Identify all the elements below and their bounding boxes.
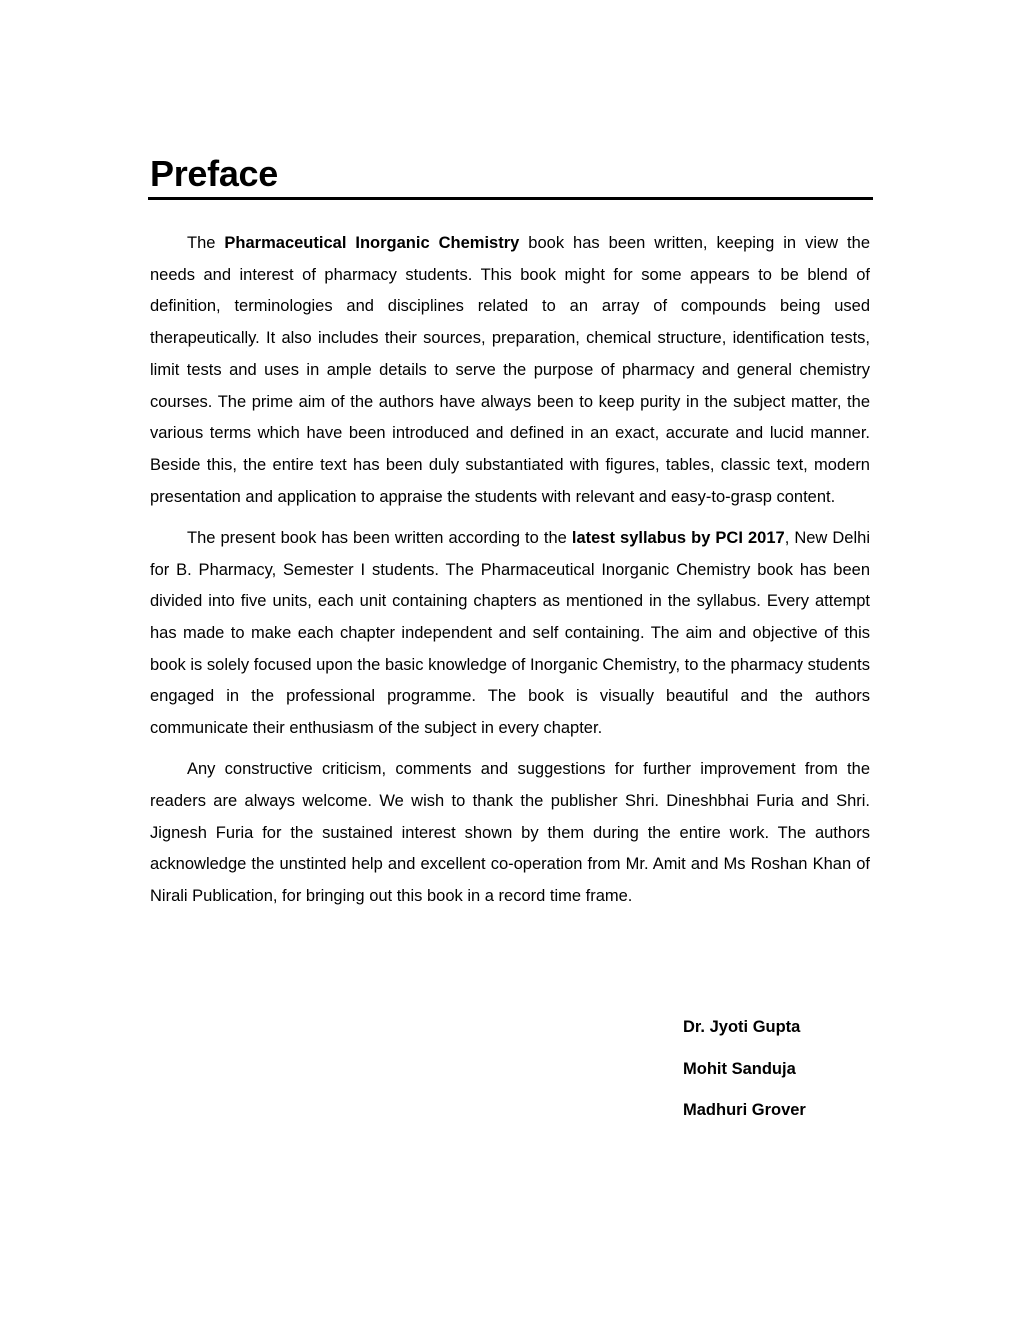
preface-body — [150, 228, 870, 922]
author-name: Dr. Jyoti Gupta — [683, 1018, 801, 1036]
author-name: Mohit Sanduja — [683, 1059, 796, 1078]
title-underline — [148, 197, 873, 200]
paragraph-1-intro: The — [187, 234, 225, 252]
paragraph-3 — [150, 754, 870, 913]
syllabus-emphasis: latest syllabus by PCI 2017 — [571, 528, 785, 547]
paragraph-2 — [150, 523, 870, 745]
author-signatures — [683, 1017, 806, 1142]
page-title: Preface — [150, 153, 278, 194]
author-name: Madhuri Grover — [683, 1101, 806, 1119]
paragraph-1-body: book has been written, keeping in view the needs and interest of pharmacy students. This book might for some appears to be blend of definition, terminologies and disciplines related to an array of compounds being used therapeutically. It also includes their sources, preparation, chemical structure, identification tests, limit tests and uses in ample details to serve the purpose of pharmacy and general chemistry courses. The prime aim of the authors have always been to keep purity in the subject matter, the various terms which have been introduced and defined in an exact, accurate and lucid manner. Beside this, the entire text has been duly substantiated with figures, tables, classic text, modern presentation and application to appraise the students with relevant and easy-to-grasp content. — [150, 234, 870, 506]
book-title-emphasis: Pharmaceutical Inorganic Chemistry — [224, 234, 520, 252]
paragraph-1 — [150, 228, 870, 513]
paragraph-2-body: , New Delhi for B. Pharmacy, Semester I students. The Pharmaceutical Inorganic Chemistry book has been divided into five units, each unit containing chapters as mentioned in the syllabus. Every attempt has made to make each chapter independent and self containing. The aim and objective of this book is solely focused upon the basic knowledge of Inorganic Chemistry, to the pharmacy students engaged in the professional programme. The book is visually beautiful and the authors communicate their enthusiasm of the subject in every chapter. — [150, 528, 870, 738]
paragraph-2-intro: The present book has been written according to the — [187, 528, 572, 547]
paragraph-3-body: Any constructive criticism, comments and suggestions for further improvement from the readers are always welcome. We wish to thank the publisher Shri. Dineshbhai Furia and Shri. Jignesh Furia for the sustained interest shown by them during the entire work. The authors acknowledge the unstinted help and excellent co-operation from Mr. Amit and Ms Roshan Khan of Nirali Publication, for bringing out this book in a record time frame. — [150, 760, 870, 906]
